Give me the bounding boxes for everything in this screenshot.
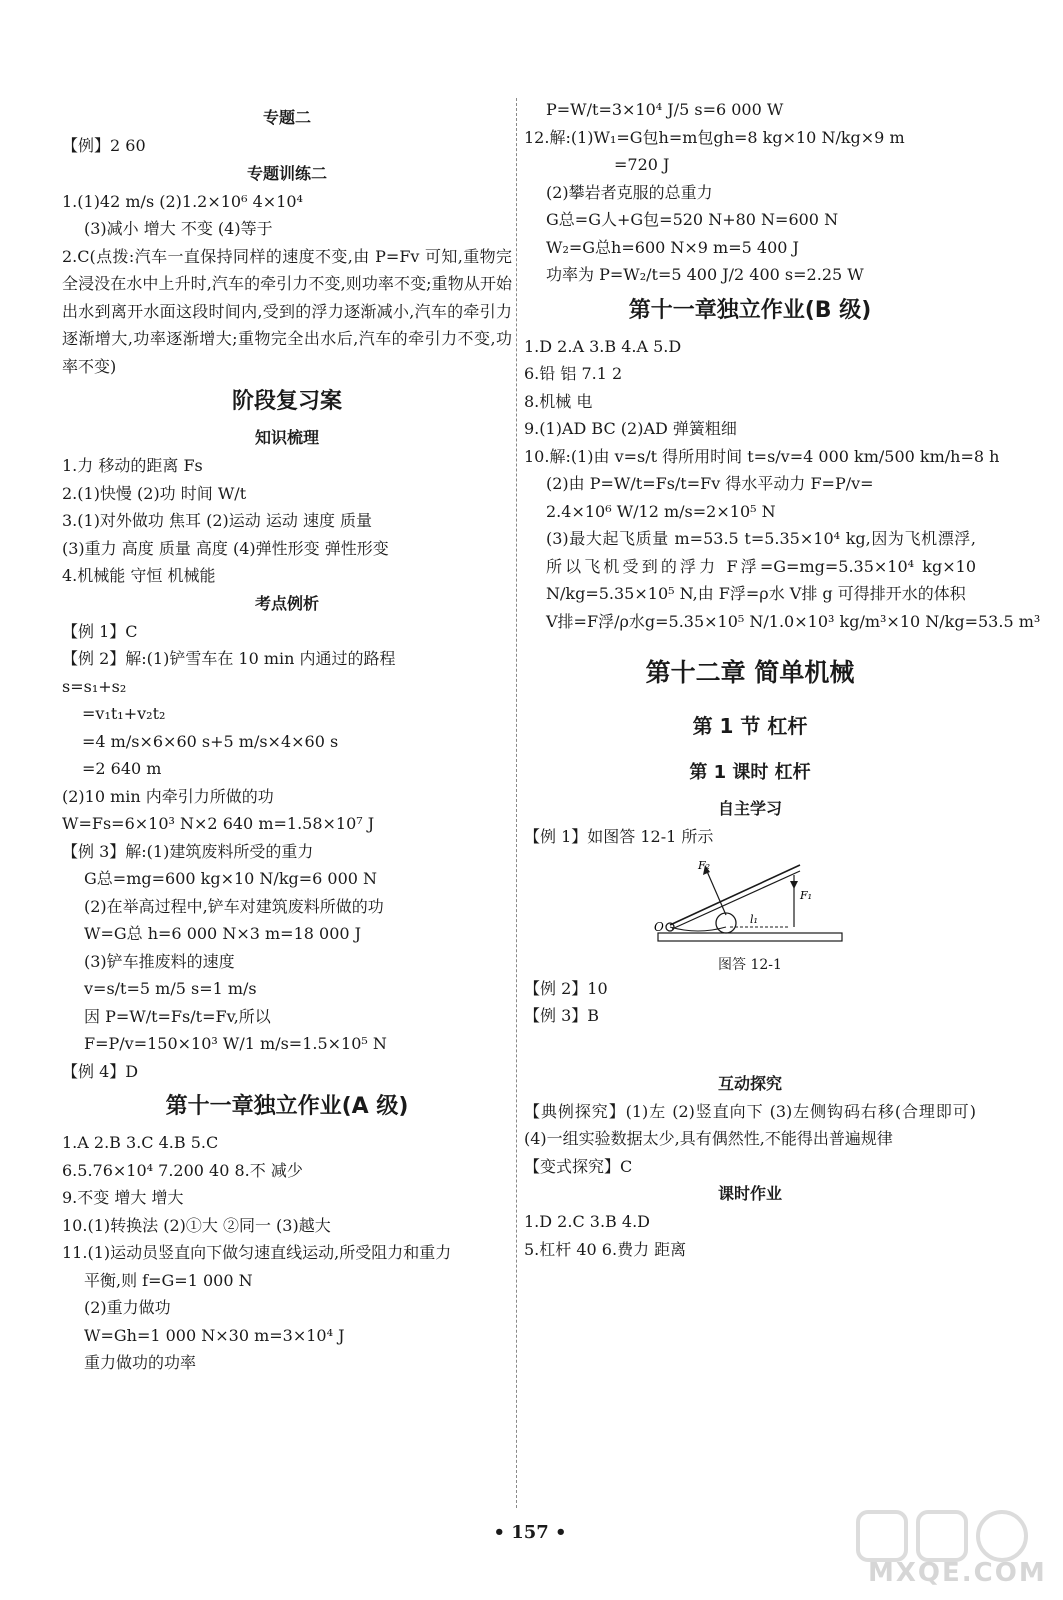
answer-line: 9.不变 增大 增大: [62, 1188, 184, 1207]
example-line: 【例 1】C: [62, 621, 138, 641]
example-line: 【变式探究】C: [524, 1156, 633, 1176]
figure-caption: 图答 12-1: [718, 956, 782, 973]
knowledge-line: 4.机械能 守恒 机械能: [62, 566, 216, 585]
review-title: 阶段复习案: [231, 389, 342, 414]
example-line: 【例 1】如图答 12-1 所示: [524, 827, 714, 846]
answer-line: (2)重力做功: [84, 1298, 171, 1317]
answer-line: 12.解:(1)W₁=G包h=m包gh=8 kg×10 N/kg×9 m: [524, 127, 905, 147]
formula-line: =4 m/s×6×60 s+5 m/s×4×60 s: [82, 731, 339, 751]
example-line: 【例 4】D: [62, 1061, 139, 1081]
figure-base: [658, 933, 842, 941]
knowledge-line: (3)重力 高度 质量 高度 (4)弹性形变 弹性形变: [62, 538, 389, 558]
left-column: [62, 96, 512, 1377]
formula-line: s=s₁+s₂: [62, 676, 127, 696]
lesson1-title: 第 1 课时 杠杆: [689, 762, 811, 783]
formula-line: (3)铲车推废料的速度: [84, 951, 235, 971]
answer-paragraph: (3)最大起飞质量 m=53.5 t=5.35×10⁴ kg,因为飞机漂浮,所以飞机受到的浮力 F浮=G=mg=5.35×10⁴ kg×10 N/kg=5.35×10⁵ N,由 F浮=ρ水 V排 g 可得排开水的体积: [546, 529, 976, 603]
answer-line: (2)攀岩者克服的总重力: [546, 182, 713, 202]
label-f2: F₂: [698, 858, 711, 872]
fulcrum-wheel: [716, 913, 736, 933]
answer-line: 6.5.76×10⁴ 7.200 40 8.不 减少: [62, 1160, 303, 1180]
chapter12-title: 第十二章 简单机械: [645, 658, 855, 687]
formula-line: G总=G人+G包=520 N+80 N=600 N: [546, 210, 839, 229]
answer-line: 5.杠杆 40 6.费力 距离: [524, 1239, 687, 1259]
training2-title: 专题训练二: [246, 163, 327, 183]
formula-line: 功率为 P=W₂/t=5 400 J/2 400 s=2.25 W: [546, 265, 864, 284]
answer-line: 1.(1)42 m/s (2)1.2×10⁶ 4×10⁴: [62, 191, 303, 211]
chapter11-a-title: 第十一章独立作业(A 级): [165, 1094, 409, 1119]
example-line: 【例 3】B: [524, 1006, 600, 1025]
formula-line: =720 J: [614, 155, 670, 174]
answer-line: 重力做功的功率: [84, 1353, 197, 1372]
formula-line: (2)10 min 内牵引力所做的功: [62, 786, 274, 806]
knowledge-title: 知识梳理: [254, 428, 319, 447]
answer-line: 平衡,则 f=G=1 000 N: [84, 1270, 253, 1290]
lever-figure: [650, 855, 850, 955]
page-number: • 157 •: [493, 1522, 567, 1543]
chapter11-b-title: 第十一章独立作业(B 级): [628, 297, 872, 323]
formula-line: (2)在举高过程中,铲车对建筑废料所做的功: [84, 896, 384, 916]
answer-line: 9.(1)AD BC (2)AD 弹簧粗细: [524, 419, 737, 438]
section1-title: 第 1 节 杠杆: [692, 714, 808, 738]
watermark-text: MXQE.COM: [868, 1558, 1047, 1588]
topic2-title: 专题二: [262, 108, 311, 127]
answer-line: 10.解:(1)由 v=s/t 得所用时间 t=s/v=4 000 km/500 km/h=8 h: [524, 446, 1000, 466]
label-o: O: [654, 919, 664, 934]
example-line: 【例】2 60: [62, 136, 146, 155]
answer-line: 1.A 2.B 3.C 4.B 5.C: [62, 1133, 219, 1152]
answer-paragraph: 2.C(点拨:汽车一直保持同样的速度不变,由 P=Fv 可知,重物完全浸没在水中上升时,汽车的牵引力不变,则功率不变;重物从开始出水到离开水面这段时间内,受到的浮力逐渐减小,汽车的牵引力逐渐增大,功率逐渐增大;重物完全出水后,汽车的牵引力不变,功率不变): [62, 246, 512, 376]
formula-line: =2 640 m: [82, 759, 162, 778]
knowledge-line: 1.力 移动的距离 Fs: [62, 456, 203, 475]
formula-line: F=P/v=150×10³ W/1 m/s=1.5×10⁵ N: [84, 1034, 387, 1053]
homework-title: 课时作业: [717, 1184, 782, 1203]
formula-line: 因 P=W/t=Fs/t=Fv,所以: [84, 1006, 271, 1026]
exam-title: 考点例析: [254, 593, 319, 613]
answer-line: (3)减小 增大 不变 (4)等于: [84, 219, 273, 238]
formula-line: v=s/t=5 m/5 s=1 m/s: [84, 979, 257, 998]
formula-line: W₂=G总h=600 N×9 m=5 400 J: [546, 237, 799, 257]
force-f1-arrowhead: [790, 881, 798, 889]
formula-line: G总=mg=600 kg×10 N/kg=6 000 N: [84, 869, 378, 888]
answer-line: 11.(1)运动员竖直向下做匀速直线运动,所受阻力和重力: [62, 1243, 452, 1262]
interactive-title: 互动探究: [717, 1073, 782, 1093]
formula-line: 2.4×10⁶ W/12 m/s=2×10⁵ N: [546, 501, 776, 521]
formula-line: W=Fs=6×10³ N×2 640 m=1.58×10⁷ J: [62, 814, 375, 833]
formula-line: W=Gh=1 000 N×30 m=3×10⁴ J: [84, 1325, 345, 1345]
knowledge-line: 3.(1)对外做功 焦耳 (2)运动 运动 速度 质量: [62, 511, 373, 530]
example-line: 【例 3】解:(1)建筑废料所受的重力: [62, 841, 314, 861]
example-line: 【例 2】解:(1)铲雪车在 10 min 内通过的路程: [62, 649, 396, 668]
self-study-title: 自主学习: [717, 799, 782, 818]
example-line: 【例 2】10: [524, 978, 608, 998]
answer-line: 8.机械 电: [524, 391, 593, 411]
formula-line: V排=F浮/ρ水g=5.35×10⁵ N/1.0×10³ kg/m³×10 N/kg=53.5 m³: [546, 611, 1041, 631]
formula-line: W=G总 h=6 000 N×3 m=18 000 J: [84, 924, 362, 943]
force-f2-arrow: [706, 869, 726, 915]
answer-line: 1.D 2.A 3.B 4.A 5.D: [524, 336, 682, 356]
right-column: [524, 96, 1041, 1263]
answer-line: 6.铅 铝 7.1 2: [524, 364, 623, 383]
answer-line: (2)由 P=W/t=Fs/t=Fv 得水平动力 F=P/v=: [546, 474, 874, 493]
knowledge-line: 2.(1)快慢 (2)功 时间 W/t: [62, 483, 247, 503]
label-l1: l₁: [750, 912, 758, 926]
formula-line: P=W/t=3×10⁴ J/5 s=6 000 W: [546, 100, 784, 119]
answer-line: 1.D 2.C 3.B 4.D: [524, 1212, 650, 1231]
answer-paragraph: 【典例探究】(1)左 (2)竖直向下 (3)左侧钩码右移(合理即可) (4)一组实验数据太少,具有偶然性,不能得出普遍规律: [524, 1101, 976, 1148]
label-f1: F₁: [800, 888, 813, 902]
answer-line: 10.(1)转换法 (2)①大 ②同一 (3)越大: [62, 1215, 331, 1235]
lever-bar: [670, 865, 800, 925]
column-divider: [516, 98, 517, 1508]
formula-line: =v₁t₁+v₂t₂: [82, 704, 166, 723]
